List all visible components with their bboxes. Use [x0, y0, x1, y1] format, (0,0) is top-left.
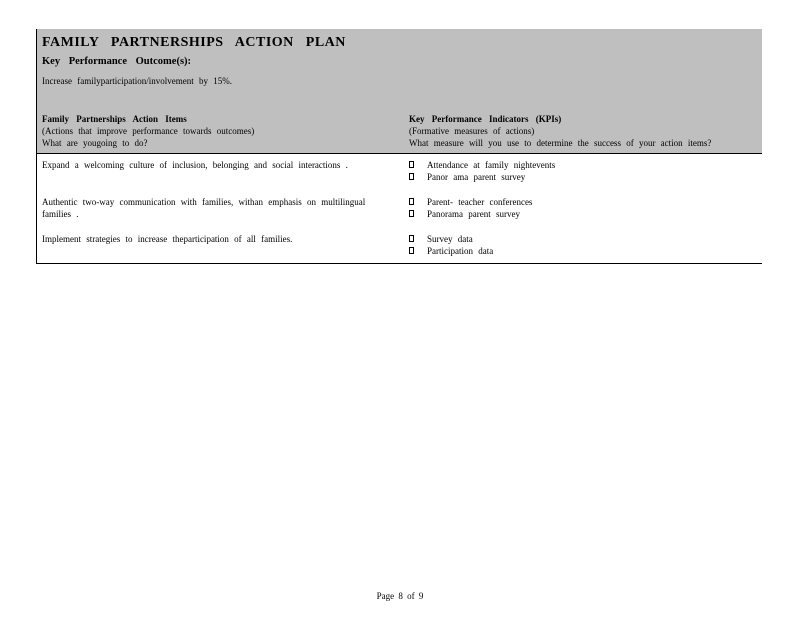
outcome-text: Increase familyparticipation/involvement by 15%. — [42, 76, 232, 86]
checkbox-bullet-icon — [409, 210, 414, 217]
checkbox-bullet-icon — [409, 198, 414, 205]
kpi-text: Panorama parent survey — [427, 209, 520, 219]
kpi-text: Attendance at family nightevents — [427, 160, 556, 170]
kpi-heading: Key Performance Indicators (KPIs) — [409, 114, 562, 124]
action-plan-table — [36, 29, 762, 264]
kpi-text: Participation data — [427, 246, 494, 256]
kpi-item — [409, 233, 749, 245]
action-items-column-header — [42, 113, 402, 149]
checkbox-bullet-icon — [409, 161, 414, 168]
kpi-item — [409, 245, 749, 257]
kpi-subtitle: (Formative measures of actions) — [409, 126, 535, 136]
checkbox-bullet-icon — [409, 235, 414, 242]
kpi-text: Parent- teacher conferences — [427, 197, 533, 207]
kpi-list — [409, 196, 749, 220]
action-items-subtitle: (Actions that improve performance towards outcomes) — [42, 126, 255, 136]
kpi-item — [409, 171, 749, 183]
action-item: Authentic two-way communication with families, withan emphasis on multilingual families . — [42, 197, 366, 219]
kpi-question: What measure will you use to determine the success of your action items? — [409, 138, 712, 148]
page-number: Page 8 of 9 — [376, 591, 424, 601]
action-items-question: What are yougoing to do? — [42, 138, 148, 148]
kpi-column-header — [409, 113, 759, 149]
kpi-list — [409, 159, 749, 183]
kpi-text: Survey data — [427, 234, 473, 244]
kpi-item — [409, 208, 749, 220]
action-item: Implement strategies to increase theparticipation of all families. — [42, 234, 293, 244]
checkbox-bullet-icon — [409, 247, 414, 254]
kpi-item — [409, 159, 749, 171]
action-item: Expand a welcoming culture of inclusion, belonging and social interactions . — [42, 160, 348, 170]
kpi-item — [409, 196, 749, 208]
action-items-heading: Family Partnerships Action Items — [42, 114, 187, 124]
checkbox-bullet-icon — [409, 173, 414, 180]
outcome-heading: Key Performance Outcome(s): — [42, 56, 192, 67]
table-header — [37, 29, 762, 154]
kpi-text: Panor ama parent survey — [427, 172, 526, 182]
page-title: FAMILY PARTNERSHIPS ACTION PLAN — [42, 35, 346, 50]
kpi-list — [409, 233, 749, 257]
